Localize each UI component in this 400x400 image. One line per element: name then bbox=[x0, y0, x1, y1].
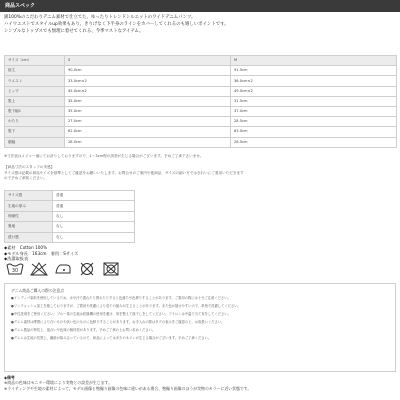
size-header-label: サイズ（cm） bbox=[5, 56, 65, 66]
row-label: 生地の厚み bbox=[5, 201, 53, 211]
staff-note bbox=[4, 165, 396, 182]
remarks-title: ◆備考 bbox=[4, 375, 15, 380]
cell-m: 49.0cm×2 bbox=[231, 86, 397, 96]
table-row bbox=[5, 201, 135, 211]
list-item: ●デニム製品の特性上、風合いや色味の個体差があります。予めご了承の上お買い求めください。 bbox=[11, 327, 156, 332]
material-text: ◆素材 Cotton 100% bbox=[4, 245, 48, 250]
size-table-header bbox=[5, 56, 397, 66]
remarks-line: ※商品の色味はモニター環境により実物との誤差が生じます。 bbox=[4, 380, 112, 386]
row-label: 総丈 bbox=[5, 66, 65, 76]
cell-m: 31.5cm bbox=[231, 96, 397, 106]
spec-list bbox=[4, 245, 78, 262]
cell-s: 90.0cm bbox=[65, 66, 231, 76]
product-description bbox=[4, 14, 396, 36]
staff-note-line: ので予めご承知ください。 bbox=[4, 176, 48, 181]
measurement-note: ※寸法表はメジャー値にてお計りしておりますので、1～3cm程の誤差が生じる場合がございます。予めご了承下さいませ。 bbox=[4, 154, 204, 158]
description-line: 綿100%のこだわりデニム素材で仕立てた、ゆったりトレンドシルエットのワイドデニムパンツ。 bbox=[4, 15, 196, 20]
cell-m: 37.0cm bbox=[231, 106, 397, 116]
cell-s: 35.0cm bbox=[65, 106, 231, 116]
list-item: ●インディゴ染料を使用しているため、水や汗で濡れたり擦れたりすると色落ちや色移りすることがあります。ご着用の際には十分ご注意ください。 bbox=[11, 296, 231, 301]
size-header-s: S bbox=[65, 56, 231, 66]
row-label: わたり bbox=[5, 117, 65, 127]
cell-s: 62.0cm bbox=[65, 127, 231, 137]
row-value: なし bbox=[53, 222, 135, 232]
table-row bbox=[5, 106, 397, 116]
care-label-text: ◆洗濯取扱表 bbox=[4, 256, 29, 262]
table-row bbox=[5, 222, 135, 232]
wash-30-icon bbox=[6, 262, 24, 276]
remarks bbox=[4, 375, 396, 391]
row-label: サイズ感 bbox=[5, 191, 53, 201]
row-label: 股上 bbox=[5, 96, 65, 106]
no-dryclean-icon bbox=[78, 262, 96, 276]
table-row bbox=[5, 96, 397, 106]
model-text: ◆モデル身長：163cm 着用：Sサイズ bbox=[4, 250, 79, 256]
no-tumble-dry-icon bbox=[102, 262, 120, 276]
table-row bbox=[5, 117, 397, 127]
description-line: シンプルなトップスでも無理に着せてくれる、今季マストなアイテム。 bbox=[4, 29, 144, 35]
cell-s: 45.0cm×2 bbox=[65, 86, 231, 96]
cell-m: 63.0cm bbox=[231, 127, 397, 137]
cell-m: 28.5cm bbox=[231, 137, 397, 147]
staff-note-line: サイズ感は記載の商品サイズを基準としてご確認をお願いいたします。お問合せのご案内や他商品、サイズの細い方ではきれいにご着用いただきます bbox=[4, 170, 244, 175]
cell-s: 27.0cm bbox=[65, 117, 231, 127]
cell-s: 33.0cm×2 bbox=[65, 76, 231, 86]
row-value: なし bbox=[53, 211, 135, 221]
list-item: ●ワンウォッシュ加工を施しておりますが、ご着用や洗濯により若干の縮みが生じることがあります。また色が褪せやすいので、単独で洗濯してください。 bbox=[11, 304, 241, 309]
cell-s: 28.0cm bbox=[65, 137, 231, 147]
denim-notice-box bbox=[4, 283, 396, 372]
table-row bbox=[5, 191, 135, 201]
row-label: 股下 bbox=[5, 127, 65, 137]
cell-m: 28.5cm bbox=[231, 117, 397, 127]
row-label: 裏地 bbox=[5, 222, 53, 232]
size-header-m: M bbox=[231, 56, 397, 66]
fabric-feel-table bbox=[4, 190, 135, 243]
care-icons bbox=[6, 262, 120, 276]
table-row bbox=[5, 137, 397, 147]
iron-low-icon bbox=[54, 262, 72, 276]
table-row bbox=[5, 127, 397, 137]
staff-note-line: 【商品寸法のスタッフの実感】 bbox=[4, 165, 55, 169]
section-header bbox=[0, 0, 400, 12]
svg-text:30: 30 bbox=[11, 268, 19, 274]
row-value: 普通 bbox=[53, 201, 135, 211]
table-row bbox=[5, 232, 135, 242]
cell-m: 91.5cm bbox=[231, 66, 397, 76]
denim-notice-title: デニム商品ご購入の際の注意点 bbox=[11, 288, 65, 293]
section-title: 商品スペック bbox=[5, 3, 36, 9]
list-item: ●中性洗剤をご使用ください。ブルー系の生地は乾燥機の使用を避け、形を整えて陰干しをしてください。アイロンは中温で当て布をしてください。 bbox=[11, 311, 231, 316]
row-label: ウエスト bbox=[5, 76, 65, 86]
remarks-line: ※ライティングや生地の素材によって、モデル画像と物撮り画像の色味に違いがある場合、物撮り画像のほうが実物のカラーに近い状態です。 bbox=[4, 385, 252, 391]
row-label: ヒップ bbox=[5, 86, 65, 96]
row-label: 裾幅 bbox=[5, 137, 65, 147]
no-bleach-icon bbox=[30, 262, 48, 276]
size-table bbox=[4, 55, 397, 148]
row-value: なし bbox=[53, 232, 135, 242]
table-row bbox=[5, 66, 397, 76]
cell-m: 36.0cm×2 bbox=[231, 76, 397, 86]
list-item: ●デニムは生地の性質上、繊維が絡み合っているので、商品によっては多少のネジレが生じる場合がございます。予めご了承ください。 bbox=[11, 335, 212, 340]
row-label: 伸縮性 bbox=[5, 211, 53, 221]
table-row bbox=[5, 76, 397, 86]
cell-s: 35.0cm bbox=[65, 96, 231, 106]
row-label: 透け感 bbox=[5, 232, 53, 242]
list-item: ●デニム素材は摩擦により白いものや淡い色のものに色移りすることがあります。お手入れの際はタグの表示をご確認の上、お取扱いください。 bbox=[11, 319, 225, 324]
row-label: 股下幅1 bbox=[5, 106, 65, 116]
table-row bbox=[5, 86, 397, 96]
description-line: ハイウエストでスタイルup効果もあり、きりげなく下半身のラインをカバーしてくれるのも嬉しいポイントです。 bbox=[4, 22, 229, 28]
table-row bbox=[5, 211, 135, 221]
row-value: 普通 bbox=[53, 191, 135, 201]
